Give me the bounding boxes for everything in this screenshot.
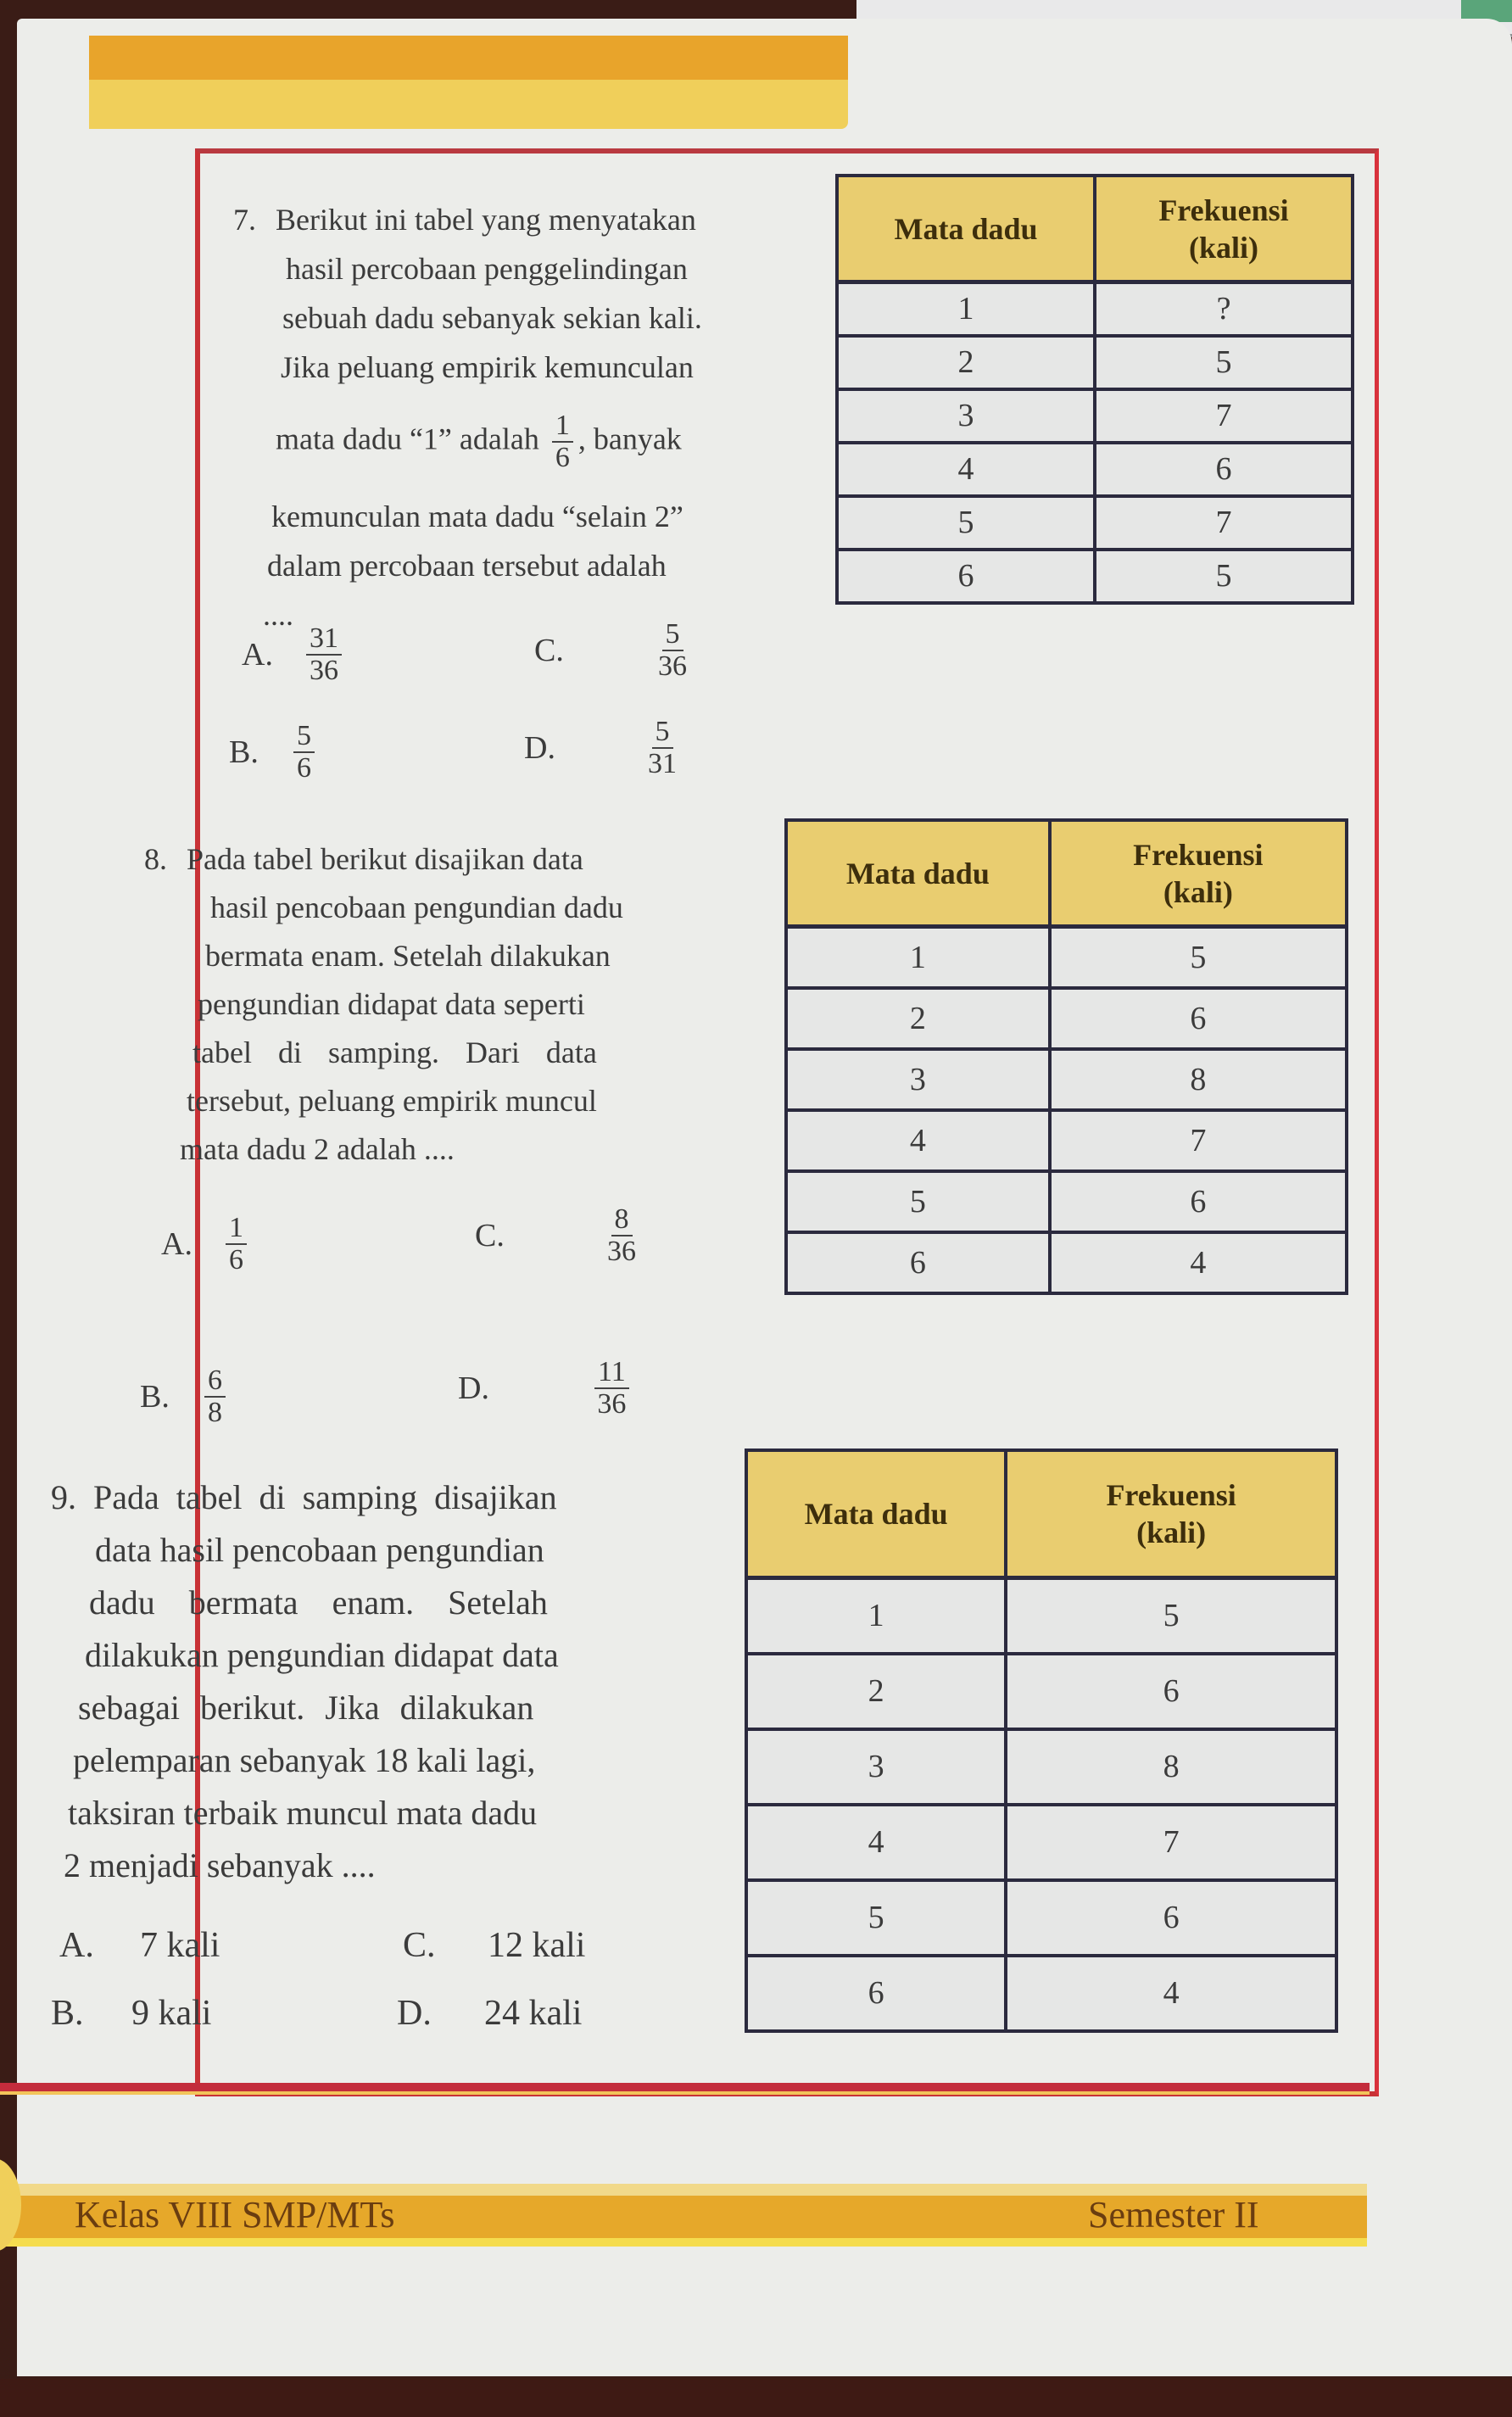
header-tab: [89, 36, 848, 129]
question-text: 2 menjadi sebanyak ....: [64, 1846, 376, 1884]
option-d[interactable]: D. 24 kali: [397, 1994, 583, 2033]
question-number: 9.: [51, 1478, 76, 1516]
table-row: 2 6: [746, 1654, 1336, 1729]
option-c[interactable]: C. $\frac{8}{36}$: [475, 1203, 636, 1267]
table-row: 2 6: [786, 988, 1347, 1049]
table-row: 5 7: [837, 496, 1353, 550]
table-row: 1 5: [786, 927, 1347, 988]
question-text: kemunculan mata dadu “selain 2”: [271, 500, 683, 533]
option-c[interactable]: C. 12 kali: [403, 1926, 586, 1965]
table-row: 3 8: [786, 1049, 1347, 1110]
table-row: 2 5: [837, 336, 1353, 389]
question-text: data hasil pencobaan pengundian: [95, 1531, 544, 1569]
question-text: , banyak: [577, 421, 682, 456]
table-row: 1 5: [746, 1578, 1336, 1654]
table-row: 3 8: [746, 1729, 1336, 1805]
option-b[interactable]: B. $\frac{6}{8}$: [140, 1365, 231, 1428]
option-b[interactable]: B. 9 kali: [51, 1994, 212, 2033]
footer-semester-label: Semester II: [1088, 2194, 1259, 2236]
table-row: 5 6: [746, 1880, 1336, 1956]
question-text: mata dadu “1” adalah: [276, 421, 539, 456]
option-b[interactable]: B. $\frac{5}{6}$: [229, 721, 320, 784]
header-mata-dadu: Mata dadu: [746, 1450, 1006, 1578]
question-7-table: [835, 174, 1354, 605]
table-row: 1 ?: [837, 282, 1353, 336]
option-a[interactable]: A. $\frac{31}{36}$: [242, 623, 347, 686]
question-text: pelemparan sebanyak 18 kali lagi,: [73, 1741, 536, 1779]
question-9-table: [745, 1449, 1338, 2033]
table-row: 4 7: [746, 1805, 1336, 1880]
question-text: tabel di samping. Dari data: [192, 1035, 597, 1069]
frame-bottom-rule: [0, 2083, 1370, 2095]
table-row: 4 6: [837, 443, 1353, 496]
header-frekuensi: Frekuensi (kali): [1006, 1450, 1336, 1578]
question-text: sebagai berikut. Jika dilakukan: [78, 1689, 534, 1727]
header-frekuensi: Frekuensi (kali): [1095, 176, 1353, 282]
question-number: 8.: [144, 842, 167, 876]
question-text: hasil percobaan penggelindingan: [286, 252, 688, 286]
question-text: tersebut, peluang empirik muncul: [187, 1084, 597, 1118]
header-mata-dadu: Mata dadu: [786, 820, 1050, 927]
table-surface: [0, 2379, 1512, 2417]
question-text: hasil pencobaan pengundian dadu: [210, 890, 623, 924]
option-c[interactable]: C. $\frac{5}{36}$: [534, 618, 687, 682]
header-frekuensi: Frekuensi (kali): [1050, 820, 1347, 927]
question-text: pengundian didapat data seperti: [198, 987, 585, 1021]
question-text: ....: [263, 598, 293, 632]
question-text: bermata enam. Setelah dilakukan: [205, 939, 611, 973]
question-text: taksiran terbaik muncul mata dadu: [68, 1794, 538, 1832]
option-a[interactable]: A. $\frac{1}{6}$: [161, 1213, 252, 1275]
question-8-table: [784, 818, 1348, 1295]
table-row: 6 4: [786, 1232, 1347, 1293]
question-text: Berikut ini tabel yang menyatakan: [276, 203, 696, 237]
header-mata-dadu: Mata dadu: [837, 176, 1095, 282]
question-8: [144, 835, 623, 1174]
table-row: 6 5: [837, 550, 1353, 603]
fraction: $\frac{1}{6}$: [552, 410, 573, 473]
question-number: 7.: [233, 203, 256, 237]
question-text: Pada tabel di samping disajikan: [93, 1478, 557, 1516]
option-a[interactable]: A. 7 kali: [59, 1926, 220, 1965]
table-row: 3 7: [837, 389, 1353, 443]
footer-class-label: Kelas VIII SMP/MTs: [75, 2194, 395, 2236]
option-d[interactable]: D. $\frac{11}{36}$: [458, 1357, 634, 1420]
question-text: mata dadu 2 adalah ....: [180, 1132, 455, 1166]
table-row: 4 7: [786, 1110, 1347, 1171]
question-text: sebuah dadu sebanyak sekian kali.: [282, 301, 702, 335]
question-9: [51, 1471, 559, 1892]
table-row: 6 4: [746, 1956, 1336, 2031]
option-d[interactable]: D. $\frac{5}{31}$: [524, 716, 677, 779]
question-7: [233, 195, 702, 639]
question-text: Jika peluang empirik kemunculan: [281, 350, 694, 384]
question-text: dalam percobaan tersebut adalah: [267, 549, 667, 583]
table-row: 5 6: [786, 1171, 1347, 1232]
question-text: dilakukan pengundian didapat data: [85, 1636, 559, 1674]
question-text: dadu bermata enam. Setelah: [89, 1583, 548, 1622]
question-text: Pada tabel berikut disajikan data: [187, 842, 583, 876]
